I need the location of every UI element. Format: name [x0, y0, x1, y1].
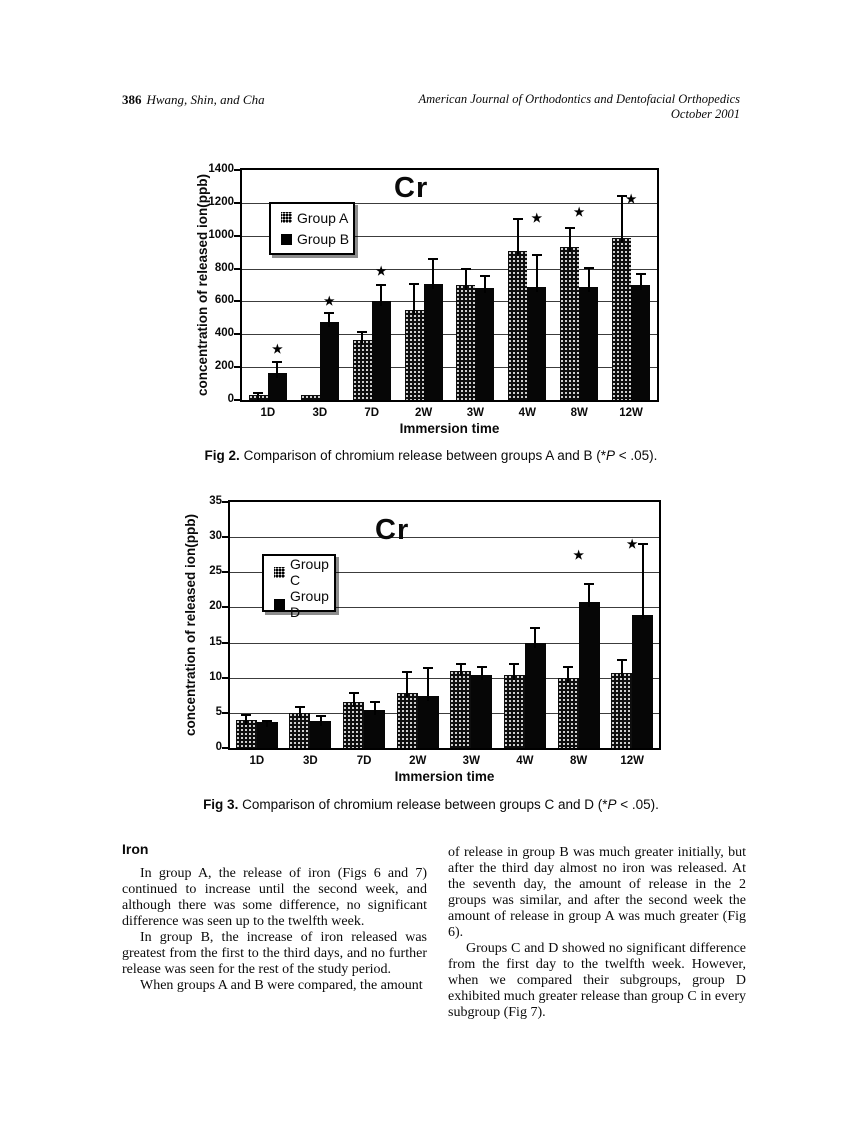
y-tick-label: 200 [214, 360, 234, 373]
error-bar [380, 285, 382, 306]
significance-star: ★ [625, 191, 637, 206]
error-bar [481, 667, 483, 680]
significance-star: ★ [375, 264, 387, 278]
error-bar-cap [584, 583, 594, 585]
bar-group-c [611, 673, 632, 748]
y-tick-label: 1000 [208, 228, 234, 241]
y-tick-label: 400 [214, 327, 234, 340]
y-axis-tick [234, 268, 242, 270]
bar-group-b [579, 287, 598, 400]
error-bar-cap [532, 254, 542, 256]
error-bar [245, 715, 247, 725]
bar-group-a [508, 251, 527, 400]
significance-star: ★ [573, 547, 584, 562]
issue-date: October 2001 [670, 106, 740, 121]
error-bar-cap [565, 227, 575, 229]
error-bar [299, 707, 301, 718]
caption-text: < .05). [616, 797, 659, 812]
error-bar-cap [376, 284, 386, 286]
chart-legend [262, 554, 336, 620]
bar-group-c [397, 693, 418, 749]
figure-2-chart [195, 163, 659, 436]
y-tick-label: 15 [209, 635, 222, 648]
error-bar [569, 228, 571, 253]
y-axis-tick [222, 606, 230, 608]
y-tick-label: 25 [209, 565, 222, 578]
bar-group-b [320, 322, 339, 400]
caption-italic-p: P [607, 797, 617, 812]
error-bar-cap [272, 361, 282, 363]
x-tick-label: 8W [570, 407, 588, 419]
gridline [242, 269, 657, 270]
x-tick-label: 12W [619, 407, 643, 419]
bar-group-b [475, 288, 494, 401]
x-tick-label: 3D [303, 755, 318, 767]
legend-label: Group C [290, 556, 329, 588]
bar-group-b [424, 284, 443, 400]
error-bar-cap [357, 331, 367, 333]
error-bar [320, 716, 322, 725]
legend-item [274, 588, 334, 620]
error-bar [640, 274, 642, 291]
legend-marker-solid [281, 234, 292, 245]
bar-group-b [527, 287, 546, 400]
x-tick-label: 4W [516, 755, 534, 767]
bar-group-c [343, 702, 364, 748]
legend-item [281, 210, 353, 226]
y-axis-tick [222, 501, 230, 503]
error-bar-cap [324, 312, 334, 314]
y-tick-label: 1200 [208, 195, 234, 208]
y-axis-tick [234, 399, 242, 401]
x-axis-title: Immersion time [399, 421, 500, 436]
error-bar [432, 259, 434, 290]
bar-group-c [450, 671, 471, 748]
bar-group-a [301, 395, 320, 400]
x-tick-label: 7D [364, 407, 380, 419]
x-tick-label: 1D [249, 755, 265, 767]
error-bar-cap [295, 706, 305, 708]
figure-2-label: Fig 2. [204, 448, 240, 463]
significance-star: ★ [272, 342, 283, 356]
bar-group-c [504, 675, 525, 748]
error-bar [642, 544, 644, 619]
caption-text: Comparison of chromium release between groups A and B (* [239, 448, 607, 463]
y-axis-tick [234, 235, 242, 237]
y-tick-label: 0 [215, 741, 222, 753]
error-bar [536, 255, 538, 292]
x-tick-label: 2W [414, 407, 433, 419]
error-bar-cap [402, 671, 412, 673]
y-axis-tick [222, 712, 230, 714]
error-bar [588, 584, 590, 607]
bar-group-c [558, 678, 579, 748]
y-tick-label: 10 [209, 670, 222, 683]
figure-2-caption [0, 448, 862, 463]
chart-legend [269, 202, 355, 255]
y-axis-tick [222, 571, 230, 573]
legend-marker-stipple [274, 567, 285, 578]
figure-3-chart [183, 495, 661, 784]
legend-label: Group B [297, 231, 350, 248]
error-bar [276, 362, 278, 378]
error-bar [513, 664, 515, 680]
caption-italic-p: P [606, 448, 616, 463]
y-axis-title: concentration of released ion(ppb) [183, 513, 198, 737]
figure-3-caption [0, 797, 862, 812]
error-bar-cap [636, 273, 646, 275]
paragraph: When groups A and B were compared, the amount [140, 978, 423, 993]
error-bar [353, 693, 355, 707]
error-bar-cap [370, 701, 380, 703]
error-bar-cap [262, 720, 272, 722]
figure-3-label: Fig 3. [203, 797, 239, 812]
header-left [122, 92, 265, 108]
y-axis-tick [222, 747, 230, 749]
chart-title: Cr [394, 172, 429, 204]
error-bar-cap [316, 715, 326, 717]
section-heading: Iron [122, 841, 149, 857]
error-bar-cap [563, 666, 573, 668]
header-right [419, 92, 741, 121]
paragraph: of release in group B was much greater initially, but after the third day almost no iron was released. At the seventh day, the amount of release in the 2 groups was similar, and after the second week the amount of release in group A was much greater (Fig 6). [448, 845, 746, 940]
bar-group-d [471, 675, 492, 748]
bar-group-d [364, 710, 385, 748]
y-axis-title: concentration of released ion(ppb) [195, 173, 210, 397]
error-bar [621, 660, 623, 678]
gridline [230, 537, 659, 538]
error-bar-cap [584, 267, 594, 269]
bar-group-a [560, 247, 579, 400]
y-axis-tick [222, 642, 230, 644]
y-tick-label: 0 [227, 393, 234, 405]
y-tick-label: 1400 [208, 163, 234, 175]
bar-group-d [418, 696, 439, 748]
error-bar [460, 664, 462, 676]
body-right-column [448, 845, 746, 1021]
significance-star: ★ [323, 293, 335, 308]
bar-group-d [579, 602, 600, 748]
bar-group-a [405, 310, 424, 400]
legend-item [281, 231, 353, 247]
error-bar-cap [428, 258, 438, 260]
y-tick-label: 5 [215, 705, 222, 718]
x-tick-label: 2W [409, 755, 427, 767]
error-bar [484, 276, 486, 293]
paragraph: Groups C and D showed no significant difference from the first day to the twelfth week. However, when we compared their subgroups, group D exhibited much greater release than group C in every subgroup (Fig 7). [448, 941, 746, 1020]
error-bar [621, 196, 623, 243]
error-bar [406, 672, 408, 697]
error-bar-cap [461, 268, 471, 270]
error-bar [328, 313, 330, 327]
x-tick-label: 4W [518, 407, 536, 419]
caption-text: Comparison of chromium release between groups C and D (* [238, 797, 608, 812]
y-tick-label: 800 [214, 261, 234, 274]
error-bar-cap [241, 714, 251, 716]
error-bar [534, 628, 536, 648]
error-bar [427, 668, 429, 701]
y-axis-tick [222, 677, 230, 679]
y-tick-label: 20 [209, 600, 222, 613]
caption-text: < .05). [615, 448, 658, 463]
x-tick-label: 12W [620, 755, 645, 767]
bar-group-c [289, 713, 310, 748]
body-left-column [122, 841, 427, 994]
bar-group-a [456, 285, 475, 400]
error-bar-cap [409, 283, 419, 285]
error-bar [588, 268, 590, 292]
error-bar [567, 667, 569, 683]
y-axis-tick [234, 333, 242, 335]
bar-group-b [631, 285, 650, 400]
error-bar-cap [638, 543, 648, 545]
error-bar-cap [477, 666, 487, 668]
error-bar [517, 219, 519, 256]
bar-group-b [372, 301, 391, 400]
y-axis-tick [234, 202, 242, 204]
error-bar-cap [617, 659, 627, 661]
error-bar-cap [456, 663, 466, 665]
error-bar-cap [349, 692, 359, 694]
y-tick-label: 600 [214, 294, 234, 307]
error-bar [374, 702, 376, 715]
x-tick-label: 1D [260, 407, 276, 419]
significance-star: ★ [531, 211, 543, 226]
bar-group-a [612, 238, 631, 400]
y-tick-label: 30 [209, 530, 222, 543]
paragraph: In group A, the release of iron (Figs 6 and 7) continued to increase until the second week, and although there was some difference, no significant difference was seen up to the twelfth week. [122, 866, 427, 929]
x-tick-label: 7D [356, 755, 372, 767]
legend-item [274, 556, 334, 588]
y-axis-tick [222, 536, 230, 538]
y-axis-tick [234, 169, 242, 171]
legend-label: Group D [290, 588, 329, 620]
error-bar-cap [480, 275, 490, 277]
legend-label: Group A [297, 209, 349, 226]
error-bar-cap [509, 663, 519, 665]
error-bar-cap [513, 218, 523, 220]
bar-group-d [632, 615, 653, 749]
x-axis-title: Immersion time [394, 769, 495, 784]
error-bar [257, 393, 259, 401]
legend-marker-stipple [281, 212, 292, 223]
error-bar-cap [253, 392, 263, 394]
legend-marker-solid [274, 599, 285, 610]
error-bar-cap [530, 627, 540, 629]
x-tick-label: 3D [312, 407, 328, 419]
significance-star: ★ [573, 204, 585, 219]
bar-group-a [353, 340, 372, 400]
error-bar [465, 269, 467, 290]
error-bar-cap [423, 667, 433, 669]
page-number: 386 [122, 92, 142, 107]
x-tick-label: 3W [466, 407, 485, 419]
error-bar [413, 284, 415, 315]
error-bar [361, 332, 363, 345]
bar-group-d [525, 643, 546, 748]
running-authors: Hwang, Shin, and Cha [146, 92, 265, 107]
y-tick-label: 35 [209, 495, 222, 507]
x-tick-label: 3W [462, 755, 480, 767]
y-axis-tick [234, 366, 242, 368]
significance-star: ★ [626, 537, 638, 552]
chart-title: Cr [375, 514, 410, 546]
y-axis-tick [234, 300, 242, 302]
journal-title: American Journal of Orthodontics and Dentofacial Orthopedics [418, 92, 740, 106]
x-tick-label: 8W [569, 755, 588, 767]
paragraph: In group B, the increase of iron released was greatest from the first to the third days, and no further release was seen for the rest of the study period. [122, 930, 427, 977]
